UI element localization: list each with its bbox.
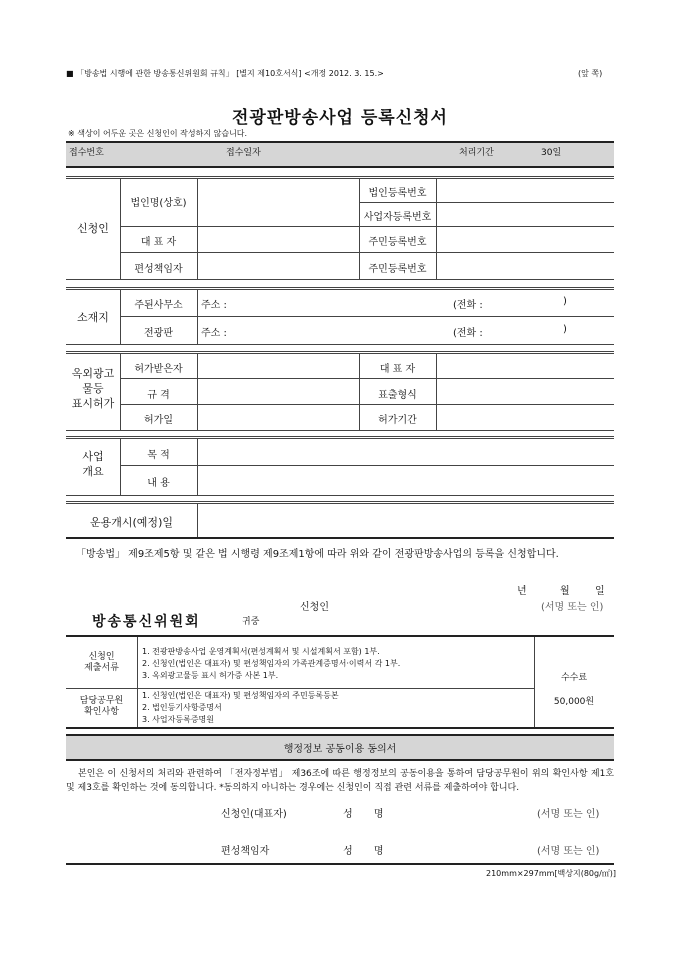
billboard-phone-label: (전화 : (453, 328, 483, 339)
receipt-number-label: 접수번호 (69, 148, 104, 158)
receipt-row (66, 141, 614, 166)
consent-text: 본인은 이 신청서의 처리와 관련하여 「전자정부법」 제36조에 따른 행정정보의 공동이용을 통하여 담당공무원이 위의 확인사항 제1호 및 제3호를 확인하는 것에 동의합니다. *동의하지 아니하는 경우에는 신청인이 직접 관련 서류를 제출하여야 합니다. (66, 769, 614, 793)
purpose-label: 목 적 (147, 450, 170, 461)
consent-editor-label: 편성책임자 (221, 846, 270, 857)
billboard-phone-close: ) (563, 324, 567, 335)
permit-holder-field[interactable] (198, 355, 358, 377)
main-office-phone-field[interactable] (490, 291, 560, 313)
corp-reg-field[interactable] (437, 179, 613, 201)
submit-doc-item: 2. 신청인(법인은 대표자) 및 편성책임자의 가족관계증명서·이력서 각 1부. (142, 659, 401, 668)
representative-field[interactable] (198, 227, 358, 251)
permit-date-label: 허가일 (144, 415, 173, 426)
business-section-label: 사업 개요 (82, 450, 104, 478)
fee-value: 50,000원 (553, 697, 595, 707)
billboard-address-field[interactable] (232, 318, 448, 342)
content-field[interactable] (198, 467, 613, 494)
permit-period-field[interactable] (437, 406, 613, 429)
resident-no-field-2[interactable] (437, 253, 613, 278)
applicant-sign-placeholder[interactable]: (서명 또는 인) (541, 602, 604, 613)
consent-name-label-2: 성 명 (343, 846, 384, 857)
editor-field[interactable] (198, 253, 358, 278)
display-type-label: 표출형식 (378, 390, 417, 401)
receipt-date-label: 접수일자 (226, 148, 261, 158)
consent-sign-1[interactable]: (서명 또는 인) (537, 809, 600, 820)
permit-holder-label: 허가받은자 (134, 364, 183, 375)
editor-label: 편성책임자 (134, 264, 183, 275)
date-year-label: 년 (517, 586, 527, 597)
permit-rep-label: 대 표 자 (379, 364, 416, 375)
resident-no-field-1[interactable] (437, 227, 613, 251)
main-office-address-label: 주소 : (201, 300, 227, 311)
applicant-section-label: 신청인 (77, 222, 109, 235)
spec-label: 규 격 (147, 390, 170, 401)
operation-start-field[interactable] (198, 505, 613, 536)
officer-check-list (142, 690, 339, 726)
operation-start-label: 운용개시(예정)일 (90, 516, 173, 529)
billboard-label: 전광판 (144, 328, 173, 339)
processing-period-label: 처리기간 (459, 148, 494, 158)
corp-name-label: 법인명(상호) (130, 198, 187, 209)
resident-no-label-2: 주민등록번호 (368, 264, 427, 275)
page-side-label: (앞 쪽) (578, 69, 603, 78)
fee-label: 수수료 (560, 673, 588, 683)
resident-no-label-1: 주민등록번호 (368, 237, 427, 248)
biz-reg-field[interactable] (437, 203, 613, 225)
recipient-org: 방송통신위원회 (92, 614, 201, 630)
page-title: 전광판방송사업 등록신청서 (232, 108, 448, 128)
consent-sign-2[interactable]: (서명 또는 인) (537, 846, 600, 857)
display-type-field[interactable] (437, 380, 613, 403)
submit-doc-item: 1. 전광판방송사업 운영계획서(편성계획서 및 시설계획서 포함) 1부. (142, 647, 380, 656)
submit-docs-label: 신청인 제출서류 (84, 652, 119, 673)
consent-applicant-label: 신청인(대표자) (221, 809, 287, 820)
officer-check-item: 2. 법인등기사항증명서 (142, 703, 222, 712)
application-statement: 「방송법」 제9조제5항 및 같은 법 시행령 제9조제1항에 따라 위와 같이 전광판방송사업의 등록을 신청합니다. (76, 549, 559, 560)
legal-basis: ■ 「방송법 시행에 관한 방송통신위원회 규칙」 [별지 제10호서식] <개정 2012. 3. 15.> (66, 69, 384, 78)
main-office-phone-label: (전화 : (453, 300, 483, 311)
main-office-phone-close: ) (563, 296, 567, 307)
officer-check-label: 담당공무원 확인사항 (79, 696, 124, 717)
officer-check-item: 1. 신청인(법인은 대표자) 및 편성책임자의 주민등록등본 (142, 691, 339, 700)
submit-doc-item: 3. 옥외광고물등 표시 허가증 사본 1부. (142, 671, 279, 680)
spec-field[interactable] (198, 380, 358, 403)
billboard-address-label: 주소 : (201, 328, 227, 339)
billboard-phone-field[interactable] (490, 318, 560, 342)
submit-docs-list (142, 646, 400, 682)
date-month-label: 월 (560, 586, 570, 597)
date-day-label: 일 (595, 586, 605, 597)
main-office-label: 주된사무소 (134, 300, 183, 311)
corp-name-field[interactable] (198, 179, 358, 225)
purpose-field[interactable] (198, 440, 613, 464)
biz-reg-label: 사업자등록번호 (363, 212, 432, 223)
corp-reg-label: 법인등록번호 (368, 188, 427, 199)
consent-title: 행정정보 공동이용 동의서 (283, 744, 397, 755)
consent-name-label-1: 성 명 (343, 809, 384, 820)
representative-label: 대 표 자 (140, 237, 177, 248)
main-office-address-field[interactable] (232, 291, 448, 313)
permit-section-label: 옥외광고 물등 표시허가 (71, 367, 115, 410)
applicant-sign-label: 신청인 (300, 602, 329, 613)
permit-date-field[interactable] (198, 406, 358, 429)
note: ※ 색상이 어두운 곳은 신청인이 작성하지 않습니다. (68, 129, 248, 138)
paper-spec: 210mm×297mm[백상지(80g/㎡)] (486, 869, 617, 878)
officer-check-item: 3. 사업자등록증명원 (142, 715, 214, 724)
permit-period-label: 허가기간 (378, 415, 417, 426)
permit-rep-field[interactable] (437, 355, 613, 377)
content-label: 내 용 (147, 478, 170, 489)
location-section-label: 소재지 (77, 311, 109, 324)
processing-period-value: 30일 (541, 148, 562, 158)
recipient-honorific: 귀중 (242, 617, 260, 627)
